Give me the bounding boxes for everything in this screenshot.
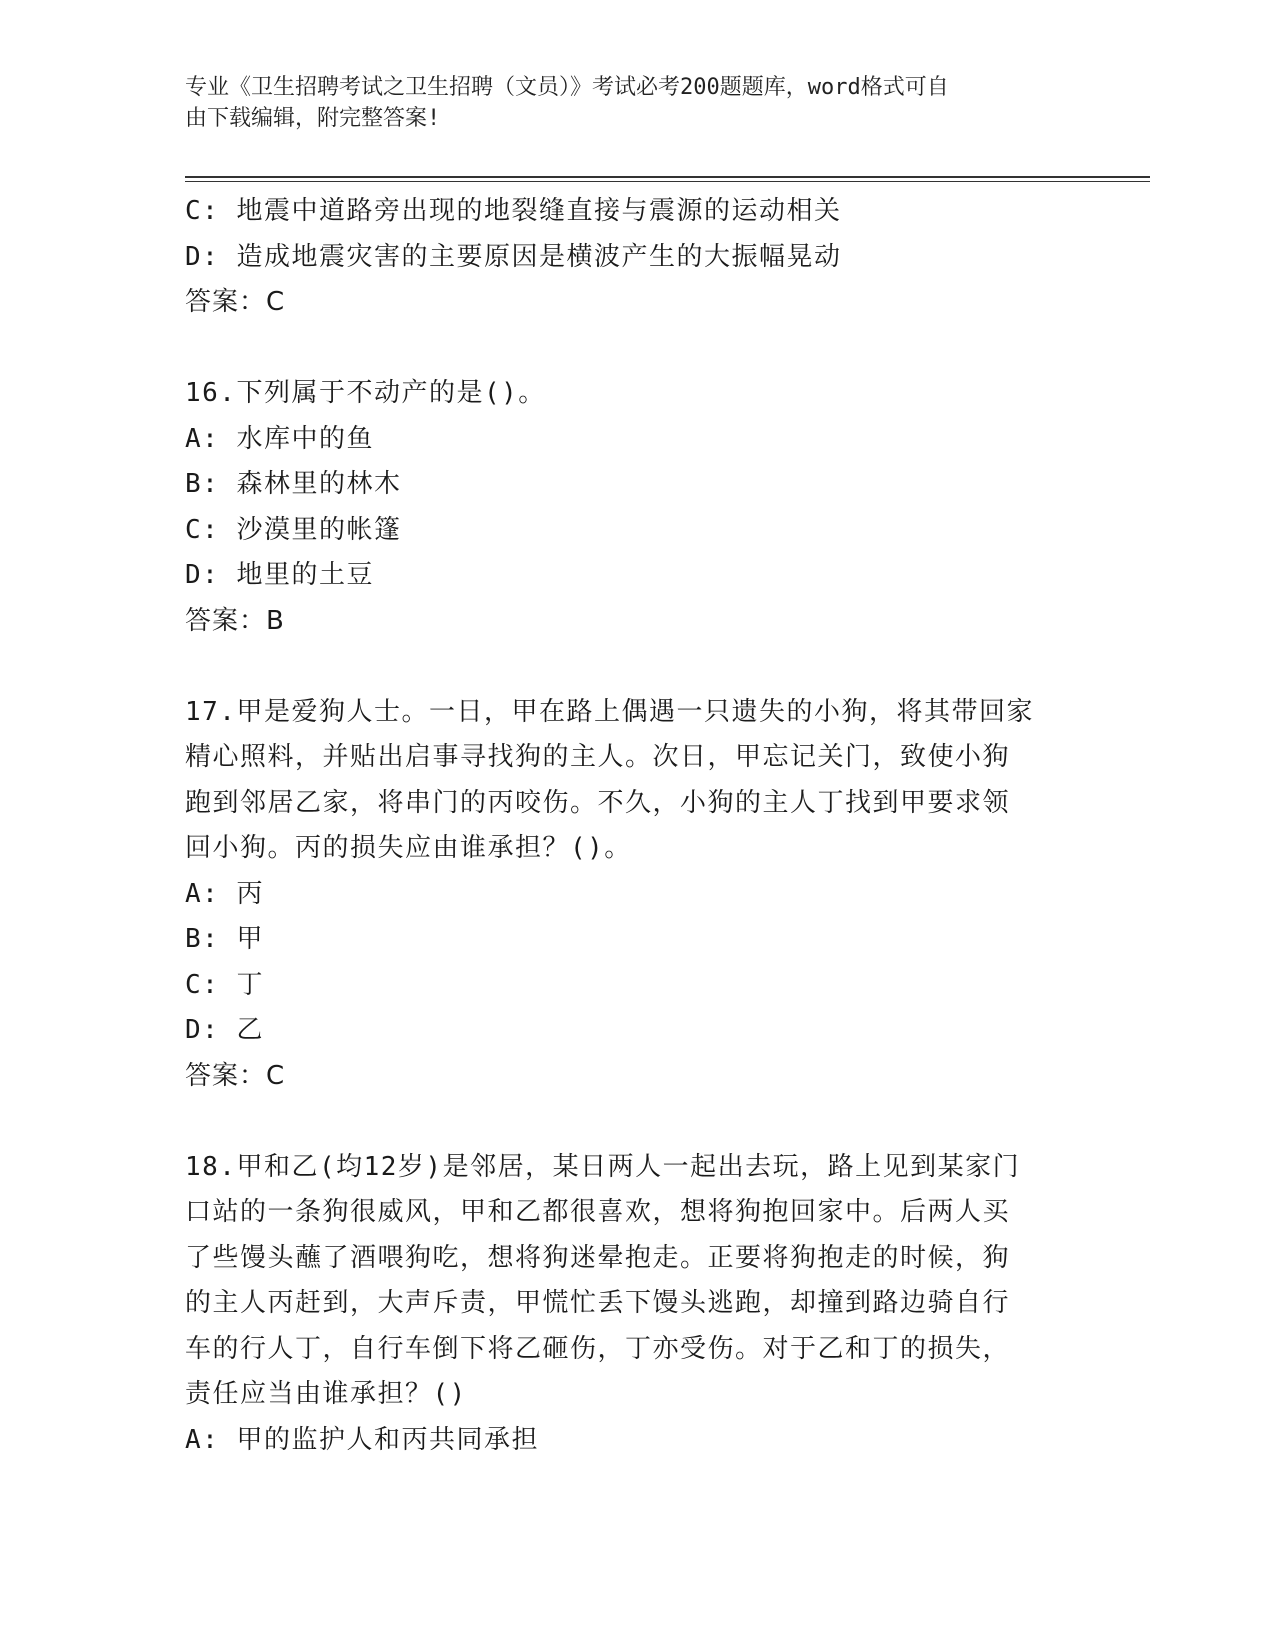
spacer [185,326,1085,372]
question-stem-line: 精心照料，并贴出启事寻找狗的主人。次日，甲忘记关门，致使小狗 [185,742,1011,772]
option-c: C: 丁 [185,969,264,1000]
question-15-tail [185,189,1085,326]
option-b: B: 甲 [185,924,264,954]
question-stem-line: 了些馒头蘸了酒喂狗吃，想将狗迷晕抱走。正要将狗抱走的时候，狗 [185,1242,1011,1273]
question-stem: 16.下列属于不动产的是()。 [185,378,546,408]
header-line-2: 由下载编辑，附完整答案! [185,106,441,131]
answer-line: 答案：B [185,605,285,636]
option-d: D: 造成地震灾害的主要原因是横波产生的大振幅晃动 [185,241,842,272]
option-c: C: 地震中道路旁出现的地裂缝直接与震源的运动相关 [185,196,842,226]
header-rule-thin [185,181,1150,182]
question-16 [185,371,1085,644]
question-stem-line: 责任应当由谁承担？() [185,1379,467,1409]
question-content [185,189,1085,1463]
option-d: D: 地里的土豆 [185,560,374,590]
option-a: A: 甲的监护人和丙共同承担 [185,1424,539,1455]
option-d: D: 乙 [185,1015,264,1045]
answer-line: 答案：C [185,287,286,317]
option-a: A: 水库中的鱼 [185,423,374,454]
question-stem-line: 的主人丙赶到，大声斥责，甲慌忙丢下馒头逃跑，却撞到路边骑自行 [185,1288,1011,1318]
option-b: B: 森林里的林木 [185,469,402,499]
question-stem-line: 17.甲是爱狗人士。一日，甲在路上偶遇一只遗失的小狗，将其带回家 [185,696,1034,727]
option-a: A: 丙 [185,878,264,909]
header-rule-thick [185,176,1150,178]
document-header [185,72,1065,134]
question-stem-line: 18.甲和乙(均12岁)是邻居，某日两人一起出去玩，路上见到某家门 [185,1151,1021,1182]
question-17 [185,690,1085,1100]
question-18 [185,1145,1085,1464]
header-line-1: 专业《卫生招聘考试之卫生招聘（文员）》考试必考200题题库，word格式可自 [185,75,949,100]
question-stem-line: 回小狗。丙的损失应由谁承担？()。 [185,833,632,863]
spacer [185,644,1085,690]
spacer [185,1099,1085,1145]
option-c: C: 沙漠里的帐篷 [185,514,402,545]
answer-line: 答案：C [185,1060,286,1091]
question-stem-line: 跑到邻居乙家，将串门的丙咬伤。不久，小狗的主人丁找到甲要求领 [185,787,1011,818]
question-stem-line: 车的行人丁，自行车倒下将乙砸伤，丁亦受伤。对于乙和丁的损失， [185,1333,1011,1364]
question-stem-line: 口站的一条狗很威风，甲和乙都很喜欢，想将狗抱回家中。后两人买 [185,1197,1011,1227]
